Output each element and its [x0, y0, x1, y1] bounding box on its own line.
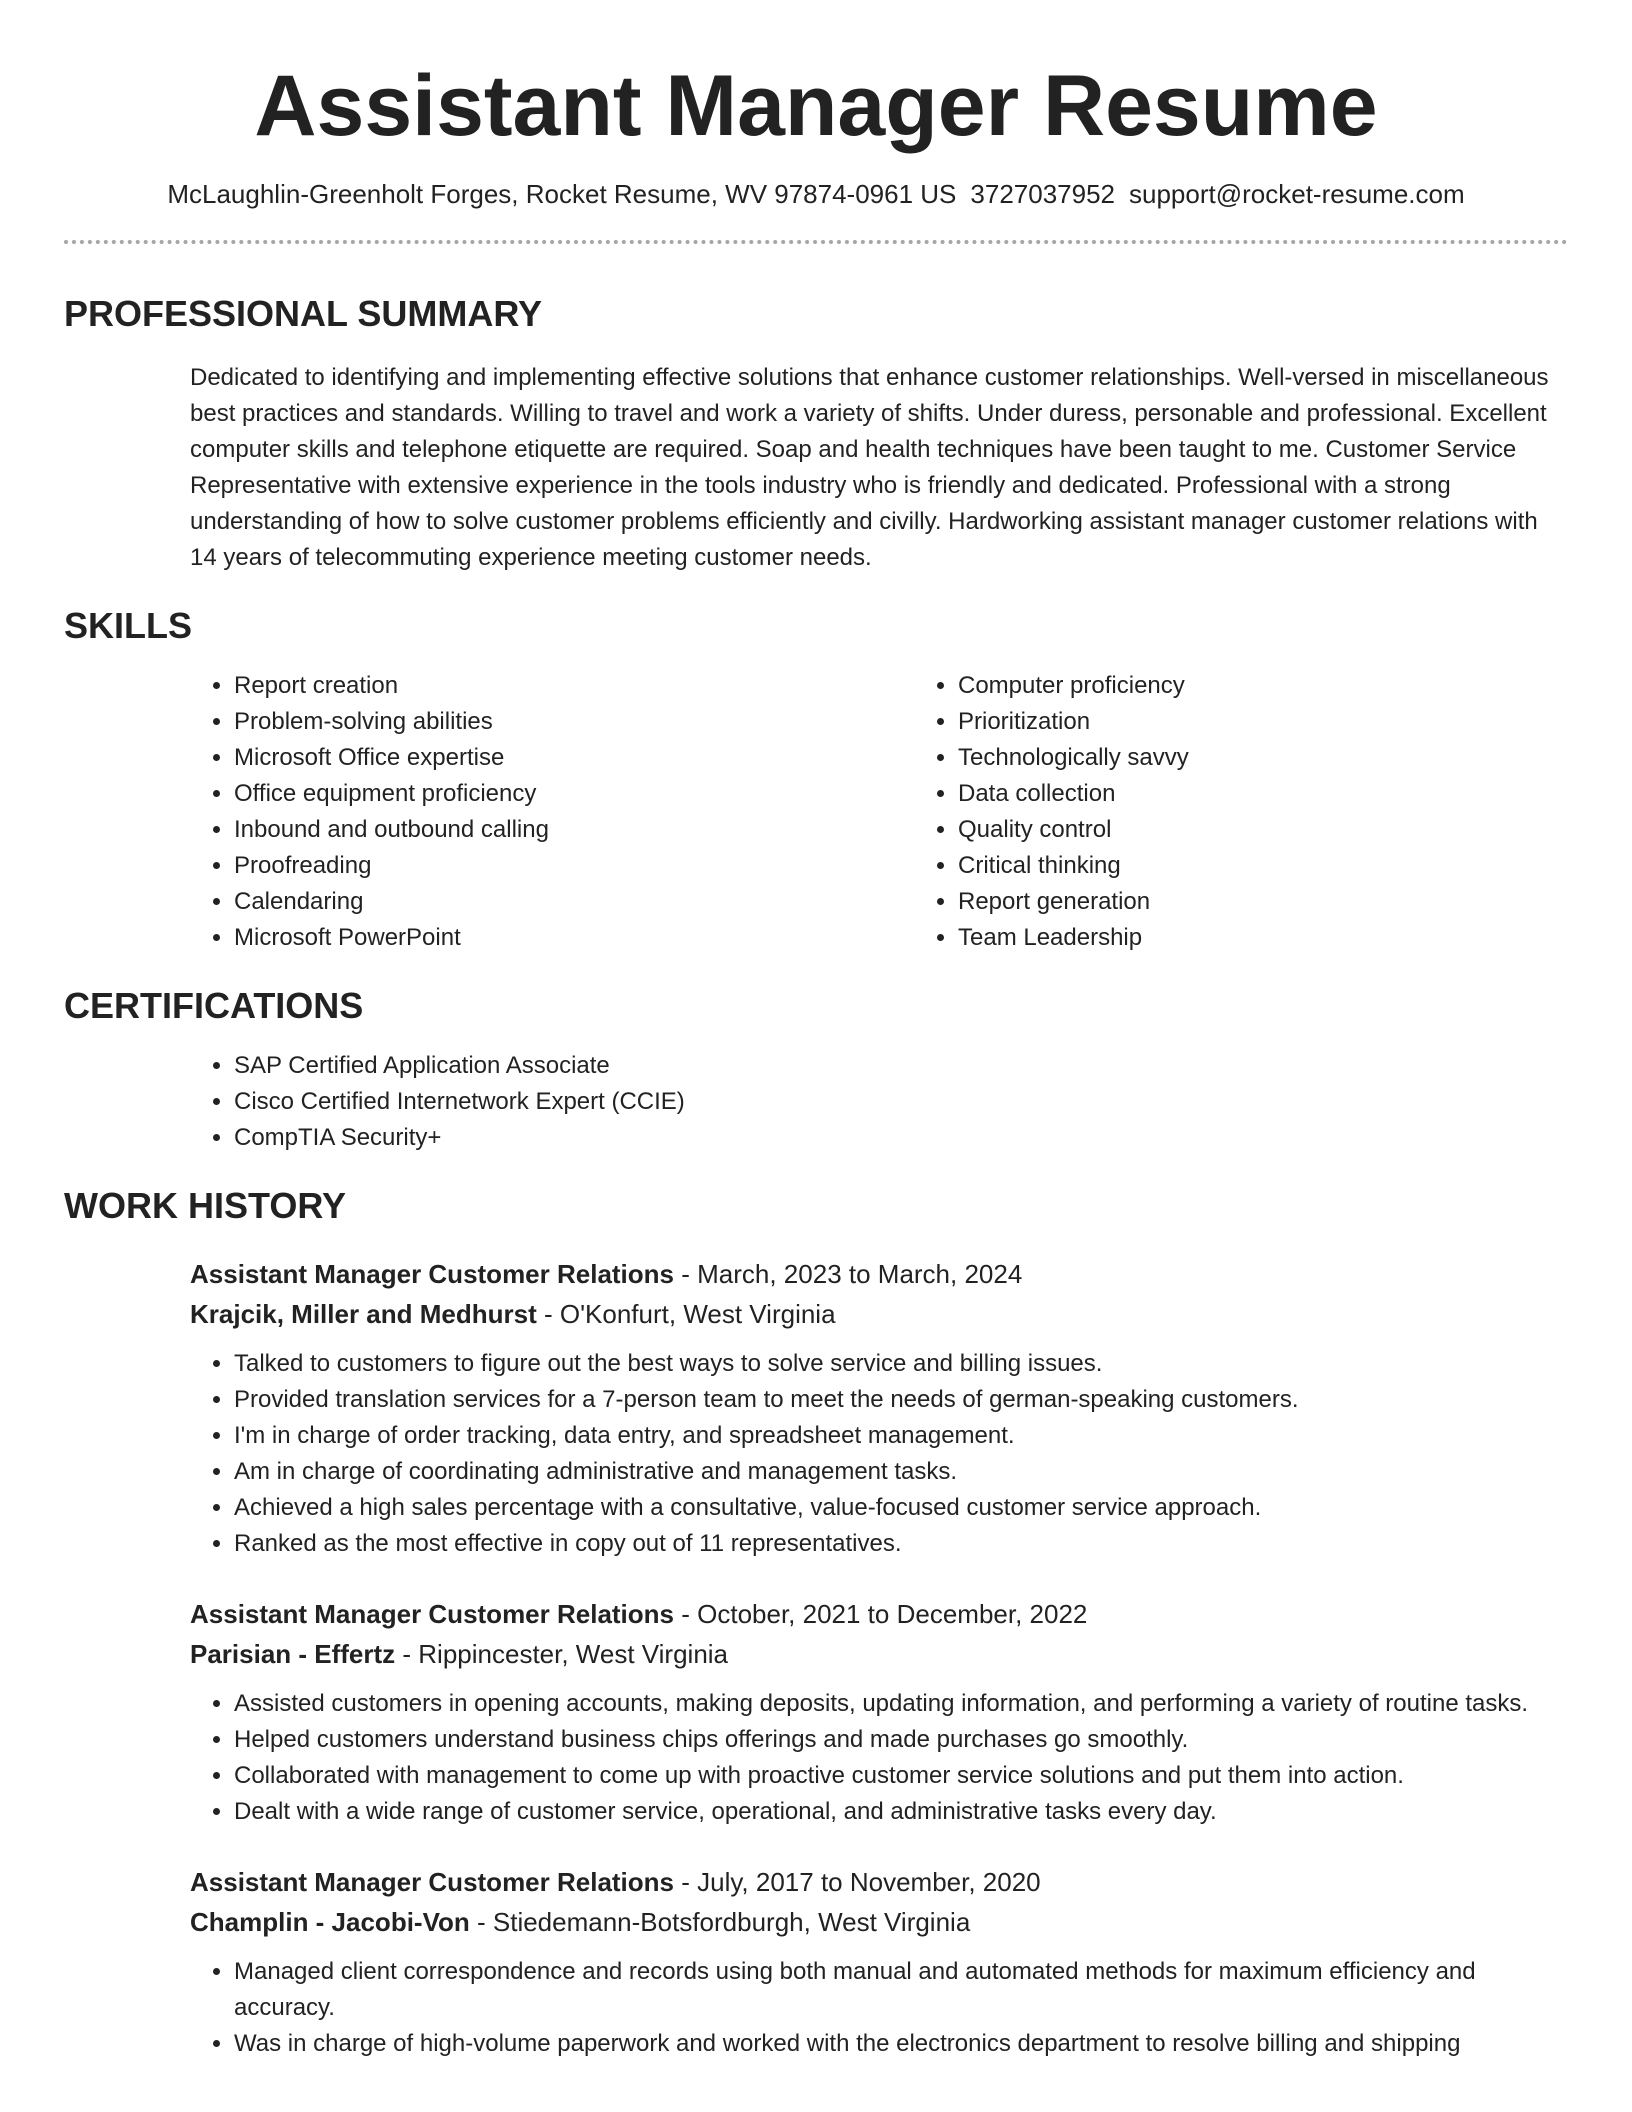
job-duty: • Managed client correspondence and records using both manual and automated methods for maximum efficiency and accuracy.	[234, 1954, 1568, 2026]
skill-item: • Calendaring	[234, 884, 914, 920]
skill-item: • Critical thinking	[958, 848, 1632, 884]
job-duty: • Ranked as the most effective in copy out of 11 representatives.	[234, 1526, 1568, 1562]
job-company: Parisian - Effertz	[190, 1639, 396, 1669]
header-divider	[64, 240, 1568, 244]
job-duty: • Was in charge of high-volume paperwork and worked with the electronics department to resolve billing and shipping	[234, 2026, 1568, 2062]
job-title-line: Assistant Manager Customer Relations - March, 2023 to March, 2024	[190, 1259, 1023, 1289]
job-entry	[190, 1594, 1568, 1830]
certification-item: • SAP Certified Application Associate	[234, 1048, 1568, 1084]
job-company: Champlin - Jacobi-Von	[190, 1907, 470, 1937]
skill-item: • Office equipment proficiency	[234, 776, 914, 812]
job-duties-list	[190, 1686, 1568, 1830]
job-dates: March, 2023 to March, 2024	[697, 1259, 1023, 1289]
contact-address: McLaughlin-Greenholt Forges, Rocket Resume, WV 97874-0961 US	[167, 179, 957, 209]
skills-grid	[190, 668, 1568, 956]
skill-item: • Team Leadership	[958, 920, 1632, 956]
job-title: Assistant Manager Customer Relations	[190, 1599, 675, 1629]
certifications-block	[190, 1048, 1568, 1156]
contact-phone: 3727037952	[970, 179, 1116, 209]
job-company-line: Krajcik, Miller and Medhurst - O'Konfurt, West Virginia	[190, 1299, 836, 1329]
job-title: Assistant Manager Customer Relations	[190, 1867, 675, 1897]
skill-item: • Inbound and outbound calling	[234, 812, 914, 848]
job-location: O'Konfurt, West Virginia	[559, 1299, 836, 1329]
skill-item: • Report creation	[234, 668, 914, 704]
job-location: Rippincester, West Virginia	[418, 1639, 729, 1669]
job-duty: • Provided translation services for a 7-person team to meet the needs of german-speaking customers.	[234, 1382, 1568, 1418]
job-dates: October, 2021 to December, 2022	[697, 1599, 1088, 1629]
skill-item: • Proofreading	[234, 848, 914, 884]
job-entry	[190, 1254, 1568, 1562]
resume-title: Assistant Manager Resume	[254, 58, 1378, 154]
job-location: Stiedemann-Botsfordburgh, West Virginia	[492, 1907, 971, 1937]
certification-item: • Cisco Certified Internetwork Expert (CCIE)	[234, 1084, 1568, 1120]
skill-item: • Computer proficiency	[958, 668, 1632, 704]
job-duty: • Assisted customers in opening accounts, making deposits, updating information, and performing a variety of routine tasks.	[234, 1686, 1568, 1722]
summary-heading: PROFESSIONAL SUMMARY	[64, 293, 543, 334]
job-title-line: Assistant Manager Customer Relations - October, 2021 to December, 2022	[190, 1599, 1088, 1629]
skill-item: • Quality control	[958, 812, 1632, 848]
job-duties-list	[190, 1346, 1568, 1562]
skill-item: • Problem-solving abilities	[234, 704, 914, 740]
job-dates: July, 2017 to November, 2020	[697, 1867, 1041, 1897]
job-duty: • Achieved a high sales percentage with a consultative, value-focused customer service approach.	[234, 1490, 1568, 1526]
skill-item: • Technologically savvy	[958, 740, 1632, 776]
work-history-heading: WORK HISTORY	[64, 1185, 347, 1226]
job-duty: • Am in charge of coordinating administrative and management tasks.	[234, 1454, 1568, 1490]
job-duties-list	[190, 1954, 1568, 2062]
job-duty: • Collaborated with management to come up with proactive customer service solutions and put them into action.	[234, 1758, 1568, 1794]
job-company-line: Parisian - Effertz - Rippincester, West Virginia	[190, 1639, 729, 1669]
job-title-line: Assistant Manager Customer Relations - July, 2017 to November, 2020	[190, 1867, 1041, 1897]
contact-email: support@rocket-resume.com	[1129, 179, 1465, 209]
job-duty: • Talked to customers to figure out the best ways to solve service and billing issues.	[234, 1346, 1568, 1382]
job-title: Assistant Manager Customer Relations	[190, 1259, 675, 1289]
skill-item: • Microsoft PowerPoint	[234, 920, 914, 956]
job-duty: • Dealt with a wide range of customer service, operational, and administrative tasks every day.	[234, 1794, 1568, 1830]
job-entry	[190, 1862, 1568, 2062]
skill-item: • Report generation	[958, 884, 1632, 920]
job-duty: • Helped customers understand business chips offerings and made purchases go smoothly.	[234, 1722, 1568, 1758]
skill-item: • Prioritization	[958, 704, 1632, 740]
certifications-heading: CERTIFICATIONS	[64, 985, 364, 1026]
job-company-line: Champlin - Jacobi-Von - Stiedemann-Botsfordburgh, West Virginia	[190, 1907, 971, 1937]
skill-item: • Data collection	[958, 776, 1632, 812]
skills-list-right	[914, 668, 1632, 956]
skills-heading: SKILLS	[64, 605, 193, 646]
summary-text: Dedicated to identifying and implementing effective solutions that enhance customer relationships. Well-versed in miscellaneous best practices and standards. Willing to travel and work a variety of shifts. Under duress, personable and professional. Excellent computer skills and telephone etiquette are required. Soap and health techniques have been taught to me. Customer Service Representative with extensive experience in the tools industry who is friendly and dedicated. Professional with a strong understanding of how to solve customer problems efficiently and civilly. Hardworking assistant manager customer relations with 14 years of telecommuting experience meeting customer needs.	[190, 364, 1549, 571]
job-company: Krajcik, Miller and Medhurst	[190, 1299, 537, 1329]
certification-item: • CompTIA Security+	[234, 1120, 1568, 1156]
certifications-list	[190, 1048, 1568, 1156]
contact-line	[64, 178, 1568, 210]
skill-item: • Microsoft Office expertise	[234, 740, 914, 776]
skills-list-left	[190, 668, 914, 956]
job-duty: • I'm in charge of order tracking, data entry, and spreadsheet management.	[234, 1418, 1568, 1454]
